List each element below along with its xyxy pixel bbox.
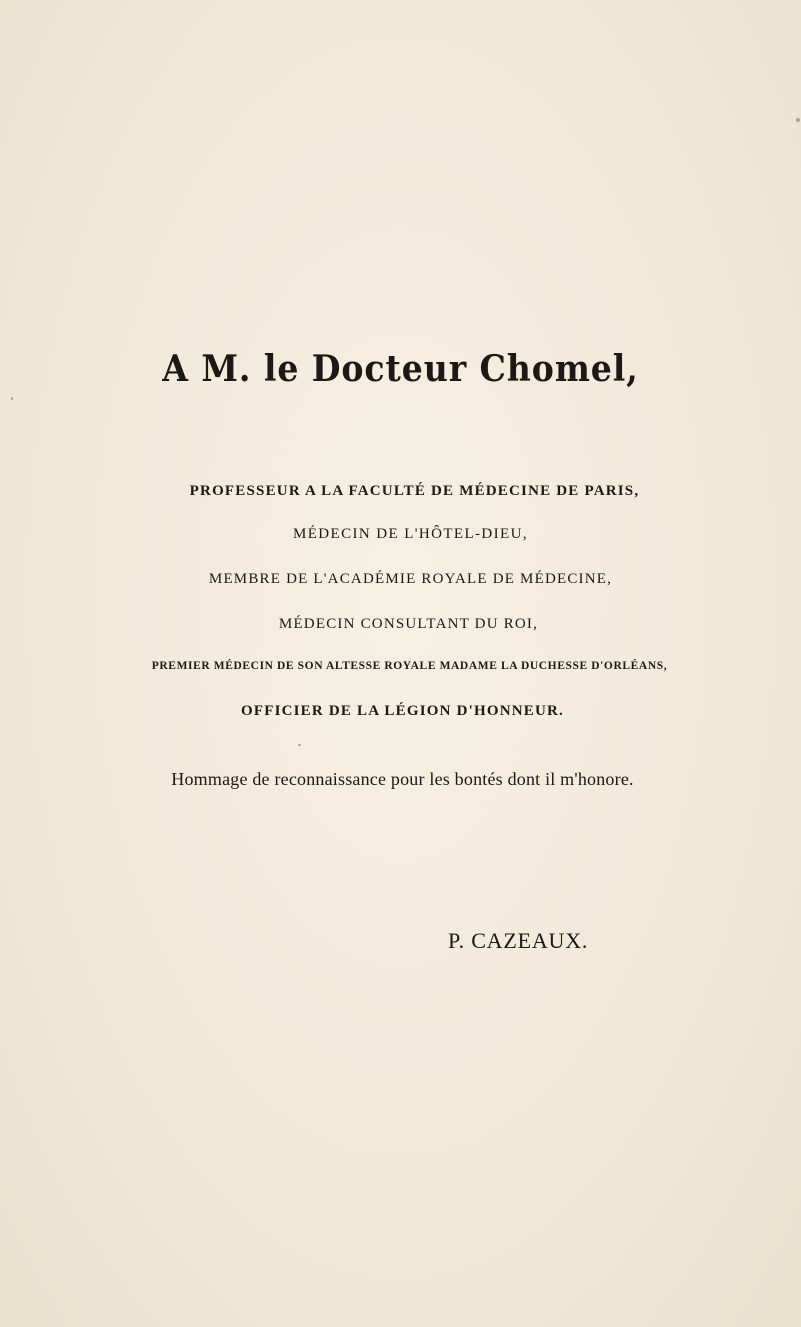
author-signature: P. CAZEAUX.	[448, 928, 589, 953]
homage-text: Hommage de reconnaissance pour les bontés dont il m'honore.	[171, 769, 634, 789]
title-line-premier-medecin: PREMIER MÉDECIN DE SON ALTESSE ROYALE MADAME LA DUCHESSE D'ORLÉANS,	[151, 660, 668, 672]
title-line-hotel-dieu: MÉDECIN DE L'HÔTEL-DIEU,	[292, 526, 528, 542]
paper-speck	[298, 744, 301, 746]
paper-speck	[11, 397, 13, 400]
title-line-academie: MEMBRE DE L'ACADÉMIE ROYALE DE MÉDECINE,	[208, 571, 613, 587]
title-line-consultant: MÉDECIN CONSULTANT DU ROI,	[278, 616, 539, 632]
title-line-legion-honneur: OFFICIER DE LA LÉGION D'HONNEUR.	[240, 703, 565, 719]
title-line-professeur: PROFESSEUR A LA FACULTÉ DE MÉDECINE DE PARIS,	[189, 483, 640, 499]
paper-speck	[796, 118, 800, 122]
dedication-title: A M. le Docteur Chomel,	[162, 348, 639, 390]
